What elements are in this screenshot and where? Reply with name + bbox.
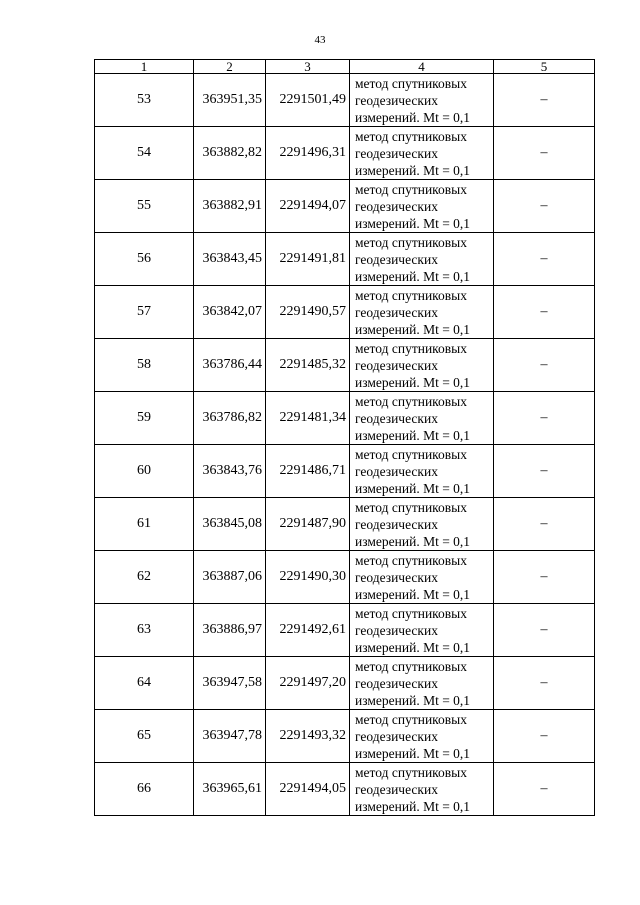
method-line: геодезических	[355, 304, 438, 320]
x-coordinate-cell: 363843,45	[194, 233, 266, 286]
table-row	[95, 445, 595, 498]
table-row	[95, 233, 595, 286]
method-cell	[350, 127, 494, 180]
method-cell	[350, 498, 494, 551]
method-cell	[350, 180, 494, 233]
method-line: измерений. Mt = 0,1	[355, 427, 471, 443]
method-line: измерений. Mt = 0,1	[355, 745, 471, 761]
method-line: измерений. Mt = 0,1	[355, 798, 471, 814]
y-coordinate-cell: 2291490,30	[266, 551, 350, 604]
note-cell: –	[494, 233, 595, 286]
y-coordinate-cell: 2291496,31	[266, 127, 350, 180]
header-row	[95, 60, 595, 74]
method-line: геодезических	[355, 251, 438, 267]
x-coordinate-cell: 363842,07	[194, 286, 266, 339]
x-coordinate-cell: 363845,08	[194, 498, 266, 551]
x-coordinate-cell: 363951,35	[194, 74, 266, 127]
header-col-2: 2	[194, 60, 266, 74]
method-line: метод спутниковых	[355, 764, 467, 780]
point-number-cell: 56	[95, 233, 194, 286]
method-line: измерений. Mt = 0,1	[355, 374, 471, 390]
y-coordinate-cell: 2291494,05	[266, 763, 350, 816]
method-line: измерений. Mt = 0,1	[355, 692, 471, 708]
x-coordinate-cell: 363886,97	[194, 604, 266, 657]
point-number-cell: 61	[95, 498, 194, 551]
note-cell: –	[494, 392, 595, 445]
method-line: измерений. Mt = 0,1	[355, 162, 471, 178]
point-number-cell: 53	[95, 74, 194, 127]
method-line: метод спутниковых	[355, 711, 467, 727]
method-line: метод спутниковых	[355, 605, 467, 621]
method-line: измерений. Mt = 0,1	[355, 586, 471, 602]
y-coordinate-cell: 2291491,81	[266, 233, 350, 286]
method-line: метод спутниковых	[355, 128, 467, 144]
method-line: измерений. Mt = 0,1	[355, 480, 471, 496]
y-coordinate-cell: 2291494,07	[266, 180, 350, 233]
point-number-cell: 62	[95, 551, 194, 604]
method-line: геодезических	[355, 622, 438, 638]
method-line: измерений. Mt = 0,1	[355, 321, 471, 337]
x-coordinate-cell: 363786,44	[194, 339, 266, 392]
y-coordinate-cell: 2291493,32	[266, 710, 350, 763]
method-line: метод спутниковых	[355, 340, 467, 356]
method-cell	[350, 604, 494, 657]
note-cell: –	[494, 180, 595, 233]
note-cell: –	[494, 551, 595, 604]
method-line: метод спутниковых	[355, 658, 467, 674]
method-line: измерений. Mt = 0,1	[355, 215, 471, 231]
point-number-cell: 54	[95, 127, 194, 180]
note-cell: –	[494, 339, 595, 392]
method-cell	[350, 286, 494, 339]
method-line: геодезических	[355, 145, 438, 161]
method-line: геодезических	[355, 569, 438, 585]
method-cell	[350, 710, 494, 763]
note-cell: –	[494, 657, 595, 710]
method-line: измерений. Mt = 0,1	[355, 109, 471, 125]
y-coordinate-cell: 2291486,71	[266, 445, 350, 498]
method-line: измерений. Mt = 0,1	[355, 268, 471, 284]
note-cell: –	[494, 498, 595, 551]
table-row	[95, 763, 595, 816]
method-cell	[350, 763, 494, 816]
table-row	[95, 392, 595, 445]
table-row	[95, 498, 595, 551]
method-line: геодезических	[355, 781, 438, 797]
method-line: метод спутниковых	[355, 393, 467, 409]
point-number-cell: 55	[95, 180, 194, 233]
header-col-5: 5	[494, 60, 595, 74]
y-coordinate-cell: 2291487,90	[266, 498, 350, 551]
table-row	[95, 604, 595, 657]
point-number-cell: 59	[95, 392, 194, 445]
x-coordinate-cell: 363882,91	[194, 180, 266, 233]
table-row	[95, 710, 595, 763]
y-coordinate-cell: 2291492,61	[266, 604, 350, 657]
method-line: метод спутниковых	[355, 234, 467, 250]
table-body	[95, 74, 595, 816]
x-coordinate-cell: 363887,06	[194, 551, 266, 604]
method-cell	[350, 392, 494, 445]
method-line: метод спутниковых	[355, 552, 467, 568]
note-cell: –	[494, 604, 595, 657]
table-row	[95, 551, 595, 604]
method-cell	[350, 339, 494, 392]
method-line: геодезических	[355, 198, 438, 214]
page-number: 43	[314, 34, 326, 46]
y-coordinate-cell: 2291490,57	[266, 286, 350, 339]
coordinates-table	[94, 59, 595, 816]
method-line: геодезических	[355, 92, 438, 108]
method-line: измерений. Mt = 0,1	[355, 533, 471, 549]
table-row	[95, 180, 595, 233]
point-number-cell: 64	[95, 657, 194, 710]
point-number-cell: 65	[95, 710, 194, 763]
y-coordinate-cell: 2291501,49	[266, 74, 350, 127]
point-number-cell: 63	[95, 604, 194, 657]
method-line: геодезических	[355, 675, 438, 691]
method-line: геодезических	[355, 728, 438, 744]
x-coordinate-cell: 363947,78	[194, 710, 266, 763]
method-line: геодезических	[355, 357, 438, 373]
x-coordinate-cell: 363947,58	[194, 657, 266, 710]
method-line: геодезических	[355, 516, 438, 532]
table-row	[95, 74, 595, 127]
method-cell	[350, 74, 494, 127]
method-line: метод спутниковых	[355, 75, 467, 91]
method-line: метод спутниковых	[355, 446, 467, 462]
point-number-cell: 66	[95, 763, 194, 816]
method-cell	[350, 233, 494, 286]
header-col-4: 4	[350, 60, 494, 74]
x-coordinate-cell: 363882,82	[194, 127, 266, 180]
table-row	[95, 286, 595, 339]
table-row	[95, 127, 595, 180]
note-cell: –	[494, 445, 595, 498]
x-coordinate-cell: 363965,61	[194, 763, 266, 816]
note-cell: –	[494, 127, 595, 180]
y-coordinate-cell: 2291481,34	[266, 392, 350, 445]
header-col-1: 1	[95, 60, 194, 74]
x-coordinate-cell: 363843,76	[194, 445, 266, 498]
x-coordinate-cell: 363786,82	[194, 392, 266, 445]
point-number-cell: 57	[95, 286, 194, 339]
y-coordinate-cell: 2291485,32	[266, 339, 350, 392]
point-number-cell: 60	[95, 445, 194, 498]
table-row	[95, 657, 595, 710]
method-cell	[350, 657, 494, 710]
method-line: метод спутниковых	[355, 287, 467, 303]
table-row	[95, 339, 595, 392]
table-header	[95, 60, 595, 74]
note-cell: –	[494, 710, 595, 763]
method-line: измерений. Mt = 0,1	[355, 639, 471, 655]
point-number-cell: 58	[95, 339, 194, 392]
method-cell	[350, 551, 494, 604]
method-line: геодезических	[355, 463, 438, 479]
method-line: метод спутниковых	[355, 499, 467, 515]
method-line: геодезических	[355, 410, 438, 426]
note-cell: –	[494, 74, 595, 127]
note-cell: –	[494, 286, 595, 339]
header-col-3: 3	[266, 60, 350, 74]
method-line: метод спутниковых	[355, 181, 467, 197]
y-coordinate-cell: 2291497,20	[266, 657, 350, 710]
method-cell	[350, 445, 494, 498]
note-cell: –	[494, 763, 595, 816]
